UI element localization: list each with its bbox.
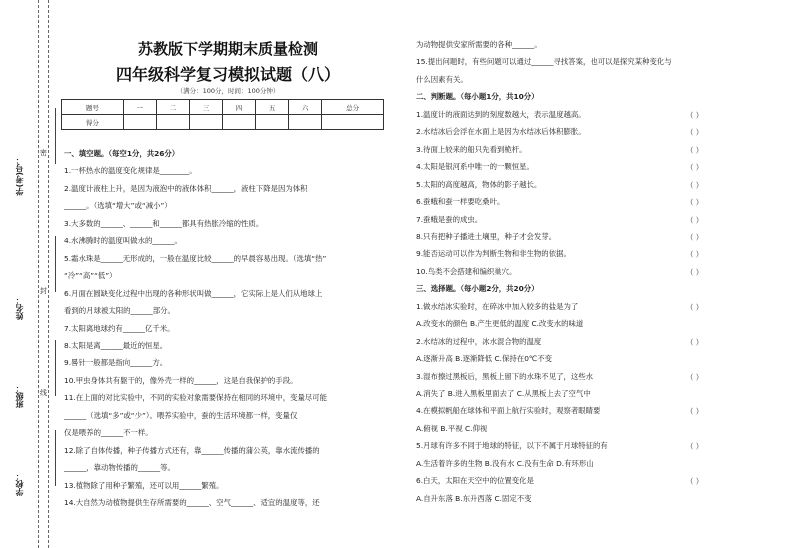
- question-line: 4.在模拟帆船在球体和平面上航行实验时，观察者眼睛要: [416, 406, 601, 416]
- question-line: 7.蚕蛾是蚕的成虫。: [416, 214, 483, 224]
- score-table: [61, 99, 384, 130]
- answer-paren-blank[interactable]: （ ）: [686, 477, 704, 487]
- section-heading: 三、选择题。（每小题2分，共20分）: [416, 284, 539, 294]
- section-heading: 二、判断题。（每小题1分，共10分）: [416, 92, 539, 102]
- score-cell-header: 三: [189, 100, 222, 115]
- score-input-cell[interactable]: [322, 115, 384, 130]
- question-line: A.俯视 B.平视 C.仰视: [416, 423, 488, 433]
- question-line: 6.月面在圆缺变化过程中出现的各种形状叫做______，它实际上是人们从地球上: [64, 288, 323, 298]
- score-input-cell[interactable]: [123, 115, 156, 130]
- answer-paren-blank[interactable]: （ ）: [686, 198, 704, 208]
- question-line: A.改变水的颜色 B.产生更低的温度 C.改变水的味道: [416, 319, 584, 329]
- question-line: 10.鸟类不会搭建和编织巢穴。: [416, 266, 517, 276]
- binding-dashed-line-inner: [48, 0, 49, 548]
- answer-paren-blank[interactable]: （ ）: [686, 337, 704, 347]
- question-line: 6.白天，太阳在天空中的位置变化是: [416, 476, 534, 486]
- name-label: 姓名：: [15, 296, 24, 320]
- question-line: A.逐渐升高 B.逐渐降低 C.保持在0℃不变: [416, 354, 552, 364]
- question-line: 1.一杯热水的温度变化规律是________。: [64, 166, 197, 176]
- score-cell-header: 五: [256, 100, 289, 115]
- question-line: 1.温度计的液面达到的刻度数越大，表示温度越高。: [416, 109, 586, 119]
- binding-mark-mi: 密: [40, 149, 47, 157]
- question-line: A.自升东落 B.东升西落 C.固定不变: [416, 493, 532, 503]
- answer-paren-blank[interactable]: （ ）: [686, 128, 704, 138]
- score-row-label: 得分: [62, 115, 124, 130]
- question-line: 5.太阳的高度越高，物体的影子越长。: [416, 179, 542, 189]
- question-line: 10.甲虫身体共有躯干的，像外壳一样的______，这是自我保护的手段。: [64, 375, 298, 385]
- exam-title-line2: 四年级科学复习模拟试题（八）: [115, 65, 340, 84]
- binding-dashed-line-outer: [38, 0, 39, 548]
- answer-paren-blank[interactable]: （ ）: [686, 110, 704, 120]
- score-table-header-row: [62, 100, 384, 115]
- question-line: 2.水结冰的过程中，冰水混合物的温度: [416, 336, 542, 346]
- school-blank[interactable]: [55, 430, 56, 486]
- question-line: 3.湿布擦过黑板后，黑板上留下的水珠不见了，这些水: [416, 371, 594, 381]
- answer-paren-blank[interactable]: （ ）: [686, 215, 704, 225]
- question-line: ______（选填“多”或“少”）。喂养实验中，蚕的生活环境都一样，变量仅: [64, 410, 298, 420]
- score-cell-header: 总分: [322, 100, 384, 115]
- answer-paren-blank[interactable]: （ ）: [686, 407, 704, 417]
- question-line: 5.月球有许多不同于地球的特征，以下不属于月球特征的有: [416, 441, 608, 451]
- question-line: 9.晷针一般都是指向______方。: [64, 358, 168, 368]
- question-line: 仅是喂养的______不一样。: [64, 428, 153, 438]
- score-input-cell[interactable]: [156, 115, 189, 130]
- question-line: A.生活着许多的生物 B.没有水 C.没有生命 D.有环形山: [416, 458, 594, 468]
- exam-meta: （满分：100分，时间：100分钟）: [176, 87, 280, 95]
- question-line: 15.提出问题时，有些问题可以通过______寻找答案，也可以是探究某种变化与: [416, 57, 672, 67]
- question-line: ______。（选填“增大”或“减小”）: [64, 201, 172, 211]
- score-cell-header: 一: [123, 100, 156, 115]
- question-line: 14.大自然为动植物提供生存所需要的______、空气______、适宜的温度等，还: [64, 498, 320, 507]
- question-line: 3.待面上较来的船只先看到桅杆。: [416, 144, 527, 154]
- question-line: 1.做水结冰实验时，在碎冰中加入较多的盐是为了: [416, 301, 579, 311]
- question-line: 13.植物除了用种子繁殖，还可以用______繁殖。: [64, 480, 224, 490]
- exam-title-line1: 苏教版下学期期末质量检测: [137, 40, 318, 58]
- answer-paren-blank[interactable]: （ ）: [686, 180, 704, 190]
- question-line: 5.霜水珠是______无形成的，一般在温度比较______的早晨容易出现。（选填“热”: [64, 253, 327, 263]
- question-line: 6.蚕蛾和蚕一样要吃桑叶。: [416, 197, 505, 207]
- question-line: 9.能否运动可以作为判断生物和非生物的依据。: [416, 249, 571, 259]
- question-line: 4.水沸腾时的温度叫做水的______。: [64, 236, 182, 246]
- score-input-cell[interactable]: [222, 115, 255, 130]
- answer-paren-blank[interactable]: （ ）: [686, 145, 704, 155]
- answer-paren-blank[interactable]: （ ）: [686, 250, 704, 260]
- name-blank[interactable]: [55, 236, 56, 292]
- score-input-cell[interactable]: [289, 115, 322, 130]
- question-line: 为动物提供安家所需要的各种______。: [416, 40, 542, 49]
- class-label: 班级：: [15, 384, 24, 408]
- question-line: 什么因素有关。: [416, 74, 468, 84]
- question-line: 7.太阳离地球约有______亿千米。: [64, 323, 175, 333]
- student-number-blank[interactable]: [55, 108, 56, 164]
- question-line: 8.只有把种子播进土壤里，种子才会发芽。: [416, 231, 557, 241]
- question-line: 2.温度计液柱上升，是因为液泡中的液体体积______，液柱下降是因为体积: [64, 183, 308, 193]
- question-line: 8.太阳是离______最近的恒星。: [64, 340, 168, 350]
- question-line: 2.水结冰后会浮在水面上是因为水结冰后体积膨胀。: [416, 127, 586, 137]
- student-number-label: 学(考)号：: [15, 156, 24, 196]
- binding-mark-xian: 线: [40, 389, 47, 397]
- answer-paren-blank[interactable]: （ ）: [686, 267, 704, 277]
- score-cell-header: 题号: [62, 100, 124, 115]
- class-blank[interactable]: [55, 340, 56, 396]
- score-input-cell[interactable]: [189, 115, 222, 130]
- binding-mark-feng: 封: [40, 287, 47, 295]
- question-line: 12.除了自体传播，种子传播方式还有，靠______传播的蒲公英，靠水流传播的: [64, 445, 320, 455]
- question-line: 11.在上面的对比实验中，不同的实验对象需要保持在相同的环境中，变量尽可能: [64, 393, 328, 403]
- school-label: 学校：: [15, 472, 24, 496]
- score-table-score-row: [62, 115, 384, 130]
- score-input-cell[interactable]: [256, 115, 289, 130]
- answer-paren-blank[interactable]: （ ）: [686, 442, 704, 452]
- section-heading: 一、填空题。（每空1分，共26分）: [64, 149, 180, 158]
- question-line: 看到的月球被太阳的______部分。: [64, 306, 175, 316]
- question-line: ______，靠动物传播的______等。: [64, 463, 175, 473]
- question-line: 4.太阳是银河系中唯一的一颗恒星。: [416, 162, 534, 172]
- question-line: A.消失了 B.进入黑板里面去了 C.从黑板上去了空气中: [416, 389, 591, 398]
- score-cell-header: 四: [222, 100, 255, 115]
- answer-paren-blank[interactable]: （ ）: [686, 372, 704, 382]
- answer-paren-blank[interactable]: （ ）: [686, 232, 704, 242]
- question-line: 3.大多数的______、______和______都具有热胀冷缩的性质。: [64, 218, 264, 228]
- answer-paren-blank[interactable]: （ ）: [686, 302, 704, 312]
- question-line: “冷”“高”“低”）: [64, 271, 117, 281]
- score-cell-header: 六: [289, 100, 322, 115]
- score-cell-header: 二: [156, 100, 189, 115]
- answer-paren-blank[interactable]: （ ）: [686, 163, 704, 173]
